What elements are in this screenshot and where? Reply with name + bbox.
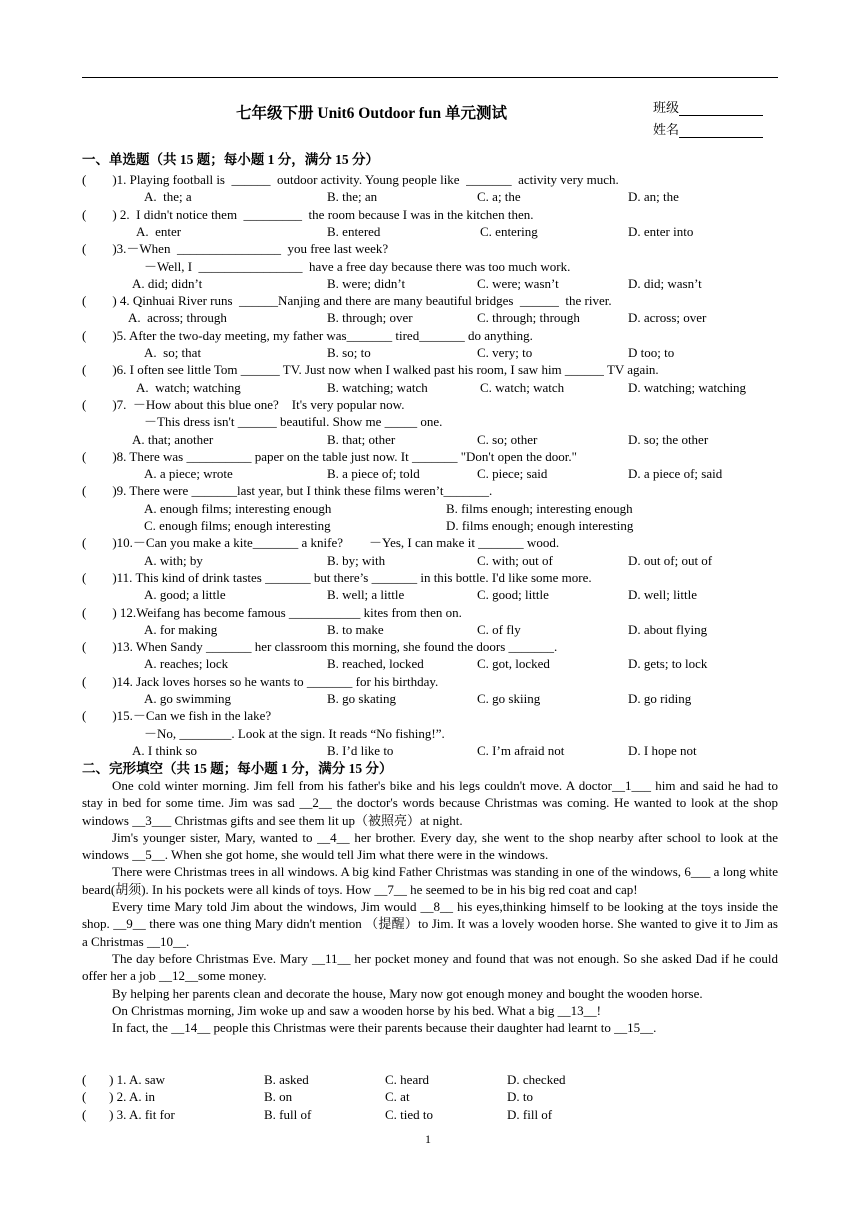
cloze-option: B. on [264, 1089, 293, 1105]
question-line: －This dress isn't ______ beautiful. Show me _____ one. [144, 414, 443, 430]
answer-option: D. a piece of; said [628, 466, 723, 482]
answer-option: D. watching; watching [628, 379, 747, 395]
answer-option: D. I hope not [628, 742, 697, 758]
passage-paragraph: There were Christmas trees in all windows. A big kind Father Christmas was standing in one of the windows, 6___ a long white beard(胡须). In his pockets were all kinds of toys. How __7__ he seemed to be in his big red coat and cap! [82, 864, 778, 897]
answer-option: A. I think so [132, 742, 197, 758]
answer-option: B. through; over [327, 310, 413, 326]
class-label: 班级 [653, 100, 680, 115]
answer-option: C. a; the [477, 189, 521, 205]
page-title: 七年级下册 Unit6 Outdoor fun 单元测试 [236, 105, 507, 122]
cloze-question: ( ) 3. A. fit for [82, 1106, 175, 1122]
cloze-passage [82, 777, 778, 1036]
answer-option: D. an; the [628, 189, 679, 205]
answer-option: D. about flying [628, 621, 708, 637]
cloze-option: D. to [507, 1089, 533, 1105]
answer-option: C. watch; watch [480, 379, 565, 395]
passage-paragraph: Jim's younger sister, Mary, wanted to __4__ her brother. Every day, she went to the shop nearby after school to look at the windows __5__. When she got home, she would tell Jim what there were in the windows. [82, 829, 778, 863]
question-line: －Well, I ________________ have a free day because there was too much work. [144, 258, 571, 274]
answer-option: B. a piece of; told [327, 466, 420, 482]
answer-option: B. reached, locked [327, 656, 424, 672]
class-blank[interactable] [679, 102, 763, 116]
cloze-option: C. at [385, 1089, 410, 1105]
answer-option: C. good; little [477, 587, 549, 603]
question-line: ( )9. There were _______last year, but I think these films weren’t_______. [82, 483, 493, 499]
cloze-question: ( ) 1. A. saw [82, 1072, 166, 1087]
name-label: 姓名 [653, 122, 680, 137]
answer-option: D. did; wasn’t [628, 275, 702, 291]
answer-option: C. got, locked [477, 656, 550, 672]
answer-option: A. the; a [144, 189, 192, 205]
answer-option: A. so; that [144, 345, 202, 360]
answer-option: C. entering [480, 223, 538, 239]
answer-option: B. go skating [327, 691, 396, 706]
answer-option: B. films enough; interesting enough [446, 500, 633, 516]
passage-paragraph: One cold winter morning. Jim fell from his father's bike and his legs couldn't move. A doctor__1___ him and said he had to stay in bed for some time. Jim was sad __2__ the doctor's words because Christmas was coming. He wanted to look at the shop windows __3___ Christmas gifts and see them lit up（被照亮）at night. [82, 778, 778, 828]
answer-option: A. for making [144, 621, 218, 637]
question-line: ( )15.－Can we fish in the lake? [82, 708, 272, 724]
question-line: ( )1. Playing football is ______ outdoor activity. Young people like _______ activity very much. [82, 172, 619, 187]
passage-paragraph: The day before Christmas Eve. Mary __11__ her pocket money and found that was not enough. So she asked Dad if he could offer her a job __12__some money. [82, 950, 778, 984]
question-line: ( )8. There was __________ paper on the table just now. It _______ "Don't open the door." [82, 448, 577, 464]
answer-option: A. across; through [128, 310, 227, 326]
answer-option: A. good; a little [144, 587, 226, 603]
answer-option: A. a piece; wrote [144, 466, 233, 482]
answer-option: D. go riding [628, 691, 692, 706]
question-line: －No, ________. Look at the sign. It reads “No fishing!”. [144, 725, 445, 741]
passage-paragraph: By helping her parents clean and decorate the house, Mary now got enough money and bought the wooden horse. [112, 985, 703, 1001]
answer-option: A. with; by [144, 552, 203, 568]
section1-heading: 一、单选题（共 15 题；每小题 1 分，满分 15 分） [82, 152, 379, 167]
answer-option: A. reaches; lock [144, 656, 229, 672]
question-line: ( )3.－When ________________ you free last week? [82, 241, 389, 257]
question-line: ( )10.－Can you make a kite_______ a knife? －Yes, I can make it _______ wood. [82, 535, 560, 551]
question-line: ( )6. I often see little Tom ______ TV. Just now when I walked past his room, I saw him ______ TV again. [82, 362, 659, 378]
answer-option: B. were; didn’t [327, 275, 406, 291]
answer-option: A. enter [136, 223, 182, 239]
answer-option: B. entered [327, 223, 381, 239]
answer-option: B. I’d like to [327, 742, 394, 758]
question-line: ( )7. －How about this blue one? It's very popular now. [82, 396, 405, 412]
answer-option: B. well; a little [327, 587, 405, 603]
answer-option: C. piece; said [477, 466, 548, 482]
question-line: ( ) 12.Weifang has become famous ___________ kites from then on. [82, 604, 462, 620]
answer-option: C. enough films; enough interesting [144, 518, 331, 533]
class-field [653, 97, 763, 116]
cloze-option: D. checked [507, 1072, 566, 1087]
answer-option: D. out of; out of [628, 552, 713, 568]
question-line: ( )5. After the two-day meeting, my father was_______ tired_______ do anything. [82, 327, 533, 343]
answer-option: B. watching; watch [327, 379, 428, 395]
question-line: ( ) 2. I didn't notice them _________ the room because I was in the kitchen then. [82, 206, 534, 222]
answer-option: D. enter into [628, 223, 694, 239]
answer-option: B. to make [327, 621, 384, 637]
answer-option: A. enough films; interesting enough [144, 500, 332, 516]
cloze-option: C. tied to [385, 1106, 434, 1122]
answer-option: C. go skiing [477, 691, 541, 706]
answer-option: C. so; other [477, 431, 538, 447]
name-field [653, 119, 763, 138]
answer-option: D. so; the other [628, 431, 709, 447]
answer-option: B. so; to [327, 345, 371, 360]
question-line: ( )13. When Sandy _______ her classroom this morning, she found the doors _______. [82, 639, 558, 655]
answer-option: C. through; through [477, 310, 580, 326]
question-line: ( )14. Jack loves horses so he wants to _______ for his birthday. [82, 673, 439, 689]
passage-paragraph: Every time Mary told Jim about the windows, Jim would __8__ his eyes,thinking himself to be looking at the toys inside the shop. __9__ there was one thing Mary didn't mention （提醒）to Jim. It was a lovely wooden horse. She wanted to give it to Jim as a Christmas __10__. [82, 899, 778, 949]
passage-paragraph: On Christmas morning, Jim woke up and saw a wooden horse by his bed. What a big __13__! [112, 1002, 601, 1018]
answer-option: A. that; another [132, 431, 214, 447]
answer-option: D. across; over [628, 310, 707, 326]
section2-heading: 二、完形填空（共 15 题；每小题 1 分，满分 15 分） [82, 761, 393, 776]
answer-option: A. watch; watching [136, 379, 241, 395]
cloze-question: ( ) 2. A. in [82, 1089, 155, 1105]
answer-option: B. that; other [327, 431, 396, 447]
cloze-option: C. heard [385, 1072, 430, 1087]
answer-option: D too; to [628, 345, 675, 360]
answer-option: C. of fly [477, 621, 521, 637]
answer-option: C. very; to [477, 345, 533, 360]
answer-option: B. by; with [327, 552, 386, 568]
answer-option: D. films enough; enough interesting [446, 518, 634, 533]
answer-option: C. were; wasn’t [477, 275, 559, 291]
answer-option: D. well; little [628, 587, 697, 603]
answer-option: A. go swimming [144, 691, 232, 706]
answer-option: B. the; an [327, 189, 378, 205]
cloze-option: B. asked [264, 1072, 309, 1087]
question-line: ( ) 4. Qinhuai River runs ______Nanjing and there are many beautiful bridges ______ the river. [82, 293, 612, 309]
cloze-option: B. full of [264, 1106, 312, 1122]
top-rule [82, 77, 778, 78]
answer-option: D. gets; to lock [628, 656, 708, 672]
cloze-option: D. fill of [507, 1106, 553, 1122]
answer-option: A. did; didn’t [132, 275, 203, 291]
page-number: 1 [425, 1132, 431, 1146]
answer-option: C. with; out of [477, 552, 553, 568]
question-line: ( )11. This kind of drink tastes _______ but there’s _______ in this bottle. I'd like some more. [82, 569, 592, 585]
name-blank[interactable] [679, 124, 763, 138]
passage-paragraph: In fact, the __14__ people this Christmas were their parents because their daughter had learnt to __15__. [112, 1020, 657, 1036]
answer-option: C. I’m afraid not [477, 742, 565, 758]
